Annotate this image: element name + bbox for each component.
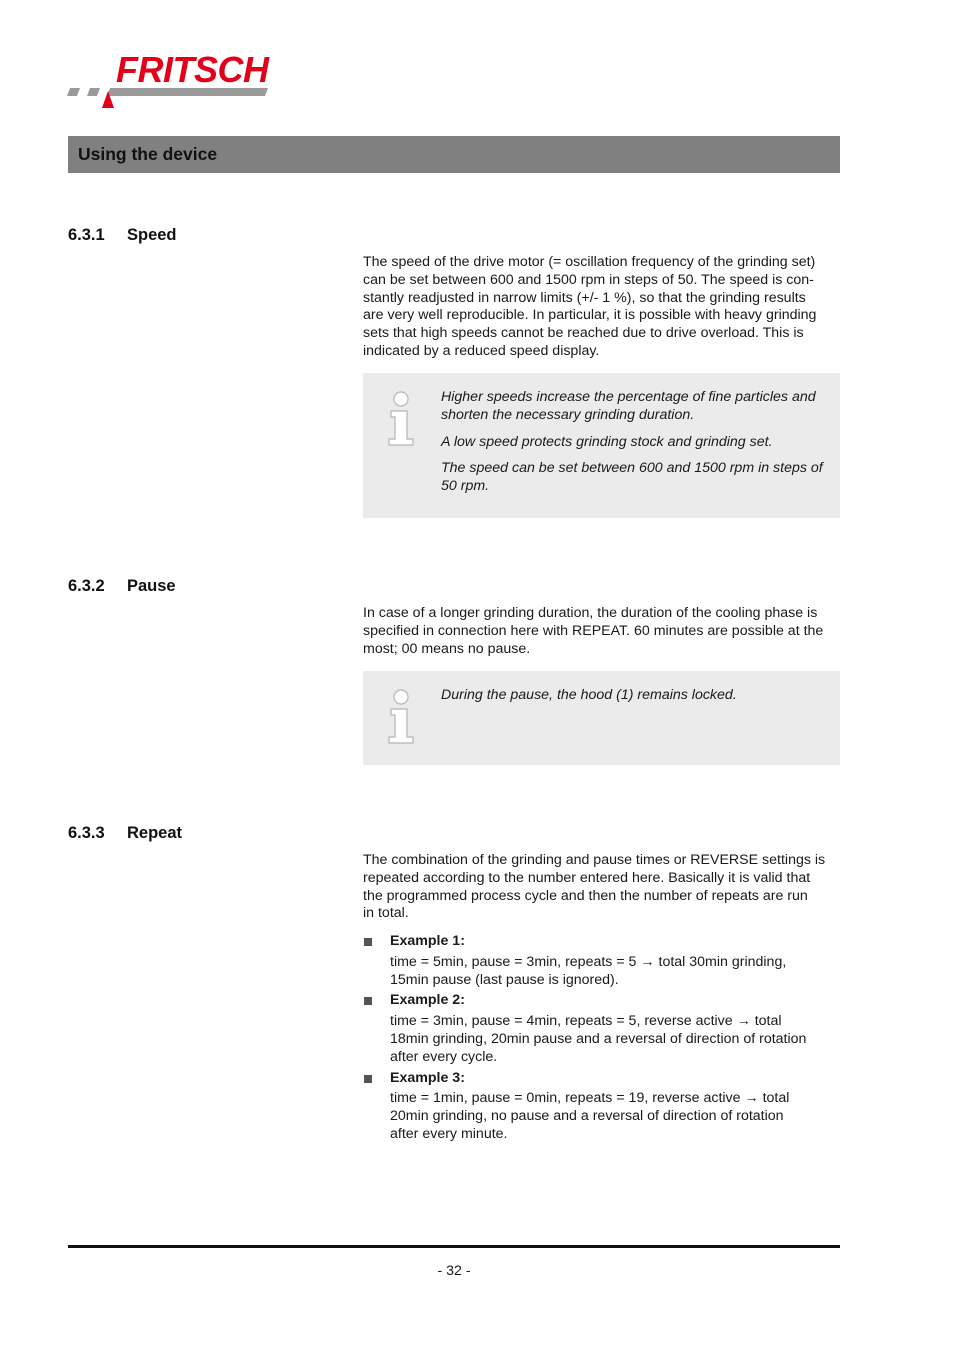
body-line: in total. bbox=[363, 905, 409, 922]
list-item bbox=[363, 933, 813, 989]
note-line: The speed can be set between 600 and 1500 rpm in steps of 50 rpm. bbox=[441, 460, 823, 495]
note-line: During the pause, the hood (1) remains locked. bbox=[441, 687, 737, 703]
body-line: are very well reproducible. In particular, it is possible with heavy grinding bbox=[363, 307, 817, 324]
note-box-pause bbox=[363, 671, 840, 765]
body-line: can be set between 600 and 1500 rpm in steps of 50. The speed is con- bbox=[363, 271, 814, 288]
example-text: time = 5min, pause = 3min, repeats = 5 → total 30min grinding, 15min pause (last pause is ignored). bbox=[390, 953, 787, 988]
logo-wordmark: FRITSCH bbox=[116, 49, 269, 90]
example-text: time = 3min, pause = 4min, repeats = 5, reverse active → total 18min grinding, 20min pause and a reversal of direction of rotation after every cycle. bbox=[390, 1013, 807, 1065]
body-line: The speed of the drive motor (= oscillation frequency of the grinding set) bbox=[363, 254, 816, 270]
bullet-square-icon bbox=[364, 1075, 372, 1083]
example-title: Example 3: bbox=[390, 1069, 465, 1086]
section-number: 6.3.2 bbox=[68, 577, 105, 595]
section-heading-repeat bbox=[68, 823, 182, 843]
section-title: Repeat bbox=[127, 824, 183, 842]
page-number: - 32 - bbox=[437, 1263, 471, 1279]
footer-rule bbox=[68, 1245, 840, 1248]
body-line: stantly readjusted in narrow limits (+/- 1 %), so that the grinding results bbox=[363, 289, 806, 306]
body-line: most; 00 means no pause. bbox=[363, 640, 531, 657]
body-line: the programmed process cycle and then the number of repeats are run bbox=[363, 887, 808, 904]
body-line: In case of a longer grinding duration, the duration of the cooling phase is bbox=[363, 605, 818, 621]
list-item bbox=[363, 992, 813, 1066]
note-line: Higher speeds increase the percentage of fine particles and shorten the necessary grinding duration. bbox=[441, 389, 816, 423]
body-line: specified in connection here with REPEAT. 60 minutes are possible at the bbox=[363, 622, 824, 639]
bullet-square-icon bbox=[364, 997, 372, 1005]
example-list bbox=[363, 933, 813, 1144]
chapter-header-bar bbox=[68, 136, 840, 173]
note-box-speed bbox=[363, 373, 840, 518]
list-item bbox=[363, 1070, 813, 1144]
example-title: Example 2: bbox=[390, 992, 465, 1009]
body-line: indicated by a reduced speed display. bbox=[363, 342, 600, 359]
note-text bbox=[441, 687, 833, 714]
info-icon bbox=[385, 389, 419, 447]
section-number: 6.3.3 bbox=[68, 824, 105, 842]
note-text bbox=[441, 389, 833, 505]
section-heading-pause bbox=[68, 576, 176, 596]
chapter-title: Using the device bbox=[78, 144, 218, 164]
example-title: Example 1: bbox=[390, 933, 465, 949]
section-heading-speed bbox=[68, 225, 177, 245]
body-line: sets that high speeds cannot be reached due to drive overload. This is bbox=[363, 325, 804, 342]
section-number: 6.3.1 bbox=[68, 226, 105, 244]
pause-body bbox=[363, 605, 841, 658]
section-title: Pause bbox=[127, 577, 176, 595]
example-text: time = 1min, pause = 0min, repeats = 19, reverse active → total 20min grinding, no pause and a reversal of direction of rotation after every minute. bbox=[390, 1090, 790, 1142]
info-icon bbox=[385, 687, 419, 745]
repeat-body bbox=[363, 852, 841, 923]
fritsch-logo bbox=[66, 50, 286, 112]
bullet-square-icon bbox=[364, 938, 372, 946]
body-line: The combination of the grinding and pause times or REVERSE settings is bbox=[363, 852, 826, 868]
body-line: repeated according to the number entered here. Basically it is valid that bbox=[363, 869, 811, 886]
section-title: Speed bbox=[127, 226, 177, 244]
note-line: A low speed protects grinding stock and grinding set. bbox=[441, 433, 773, 450]
speed-body bbox=[363, 254, 841, 361]
